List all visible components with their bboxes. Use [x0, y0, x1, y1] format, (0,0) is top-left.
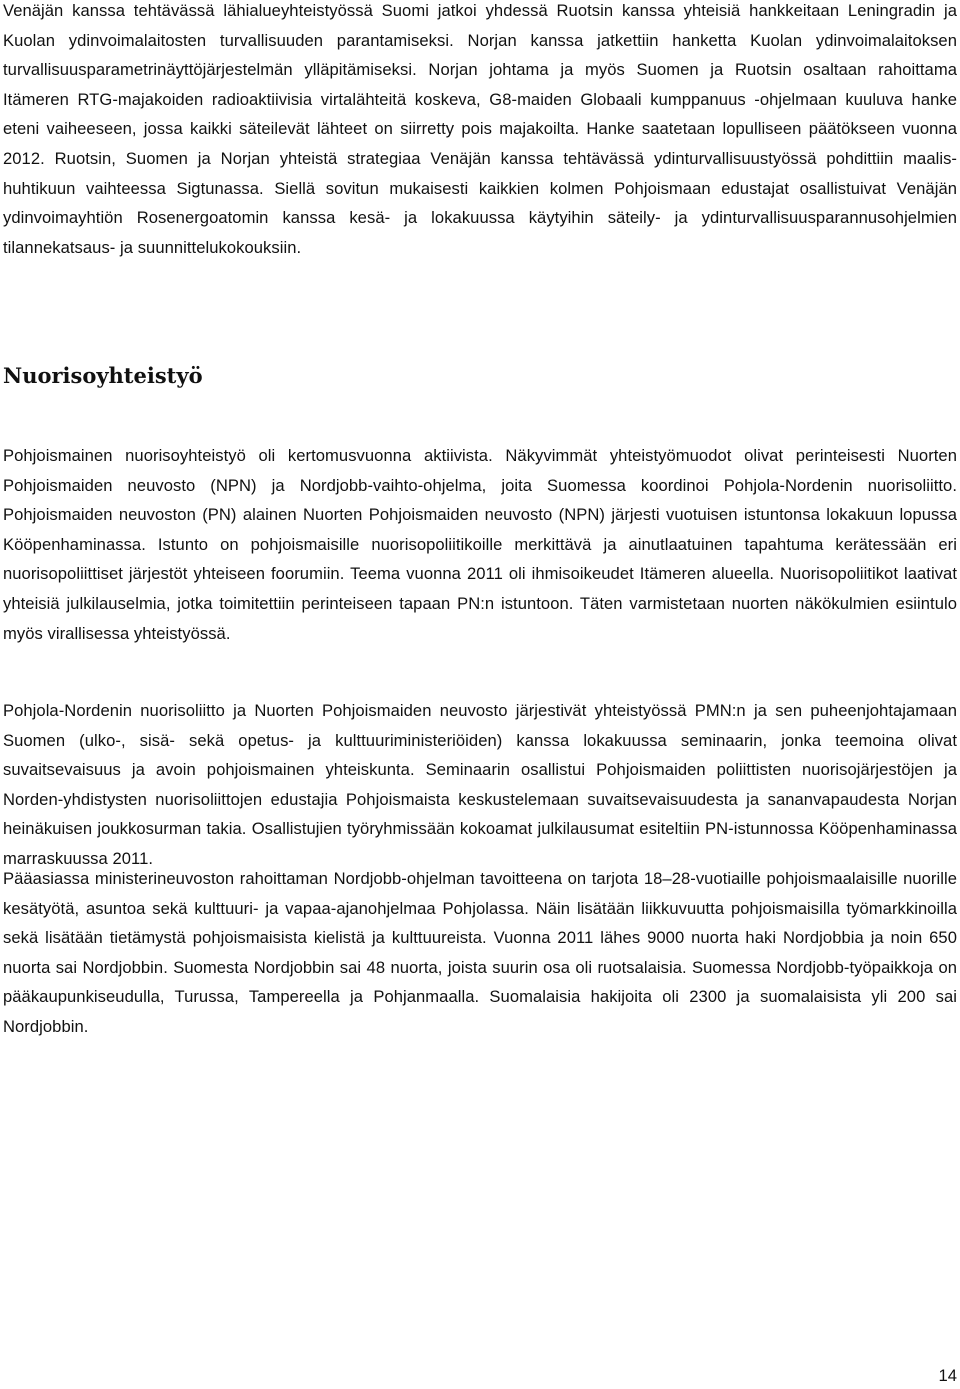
page-number: 14 — [938, 1366, 957, 1385]
paragraph-nuclear-safety: Venäjän kanssa tehtävässä lähialueyhteistyössä Suomi jatkoi yhdessä Ruotsin kanssa yhteisiä hankkeitaan Leningradin ja Kuolan ydinvoimalaitosten turvallisuuden parantamiseksi. Norjan kanssa jatkettiin hanketta Kuolan ydinvoimalaitoksen turvallisuusparametrinäyttöjärjestelmän ylläpitämiseksi. Norjan johtama ja myös Suomen ja Ruotsin osaltaan rahoittama Itämeren RTG-majakoiden radioaktiivisia virtalähteitä koskeva, G8-maiden Globaali kumppanuus -ohjelmaan kuuluva hanke eteni vaiheeseen, jossa kaikki säteilevät lähteet on siirretty pois majakoilta. Hanke saatetaan lopulliseen päätökseen vuonna 2012. Ruotsin, Suomen ja Norjan yhteistä strategiaa Venäjän kanssa tehtävässä ydinturvallisuustyössä pohdittiin maalis-huhtikuun vaihteessa Sigtunassa. Siellä sovitun mukaisesti kaikkien kolmen Pohjoismaan edustajat osallistuivat Venäjän ydinvoimayhtiön Rosenergoatomin kanssa kesä- ja lokakuussa käytyihin säteily- ja ydinturvallisuusparannusohjelmien tilannekatsaus- ja suunnittelukokouksiin. — [3, 1, 957, 257]
paragraph-seminar: Pohjola-Nordenin nuorisoliitto ja Nuorten Pohjoismaiden neuvosto järjestivät yhteistyössä PMN:n ja sen puheenjohtajamaan Suomen (ulko-, sisä- sekä opetus- ja kulttuuriministeriöiden) kanssa lokakuussa seminaarin, jonka teemoina olivat suvaitsevaisuus ja avoin pohjoismainen yhteiskunta. Seminaarin osallistui Pohjoismaiden poliittisten nuorisojärjestöjen ja Norden-yhdistysten nuorisoliittojen edustajia Pohjoismaista keskustelemaan suvaitsevaisuudesta ja sananvapaudesta Norjan heinäkuisen joukkosurman takia. Osallistujien työryhmissään kokoamat julkilausumat esiteltiin PN-istunnossa Kööpenhaminassa marraskuussa 2011. — [3, 701, 957, 868]
paragraph-nordjobb: Pääasiassa ministerineuvoston rahoittaman Nordjobb-ohjelman tavoitteena on tarjota 18–28-vuotiaille pohjoismaalaisille nuorille kesätyötä, asuntoa sekä kulttuuri- ja vapaa-ajanohjelmaa Pohjolassa. Näin lisätään liikkuvuutta pohjoismaisilla työmarkkinoilla sekä lisätään tietämystä pohjoismaisista kielistä ja kulttuureista. Vuonna 2011 lähes 9000 nuorta haki Nordjobbia ja noin 650 nuorta sai Nordjobbin. Suomesta Nordjobbin sai 48 nuorta, joista suurin osa oli ruotsalaisia. Suomessa Nordjobb-työpaikkoja on pääkaupunkiseudulla, Turussa, Tampereella ja Pohjanmaalla. Suomalaisia hakijoita oli 2300 ja suomalaisista yli 200 sai Nordjobbin. — [3, 869, 957, 1036]
section-heading: Nuorisoyhteistyö — [3, 363, 203, 388]
paragraph-youth-cooperation: Pohjoismainen nuorisoyhteistyö oli kertomusvuonna aktiivista. Näkyvimmät yhteistyömuodot olivat perinteisesti Nuorten Pohjoismaiden neuvosto (NPN) ja Nordjobb-vaihto-ohjelma, joita Suomessa koordinoi Pohjola-Nordenin nuorisoliitto. Pohjoismaiden neuvoston (PN) alainen Nuorten Pohjoismaiden neuvosto (NPN) järjesti vuotuisen istuntonsa lokakuun lopussa Kööpenhaminassa. Istunto on pohjoismaisille nuorisopoliitikoille merkittävä ja ainutlaatuinen tapahtuma kerätessään eri nuorisopoliittiset järjestöt yhteiseen foorumiin. Teema vuonna 2011 oli ihmisoikeudet Itämeren alueella. Nuorisopoliitikot laativat yhteisiä julkilauselmia, jotka toimitettiin perinteiseen tapaan PN:n istuntoon. Täten varmistetaan nuorten näkökulmien esiintulo myös virallisessa yhteistyössä. — [3, 446, 957, 643]
